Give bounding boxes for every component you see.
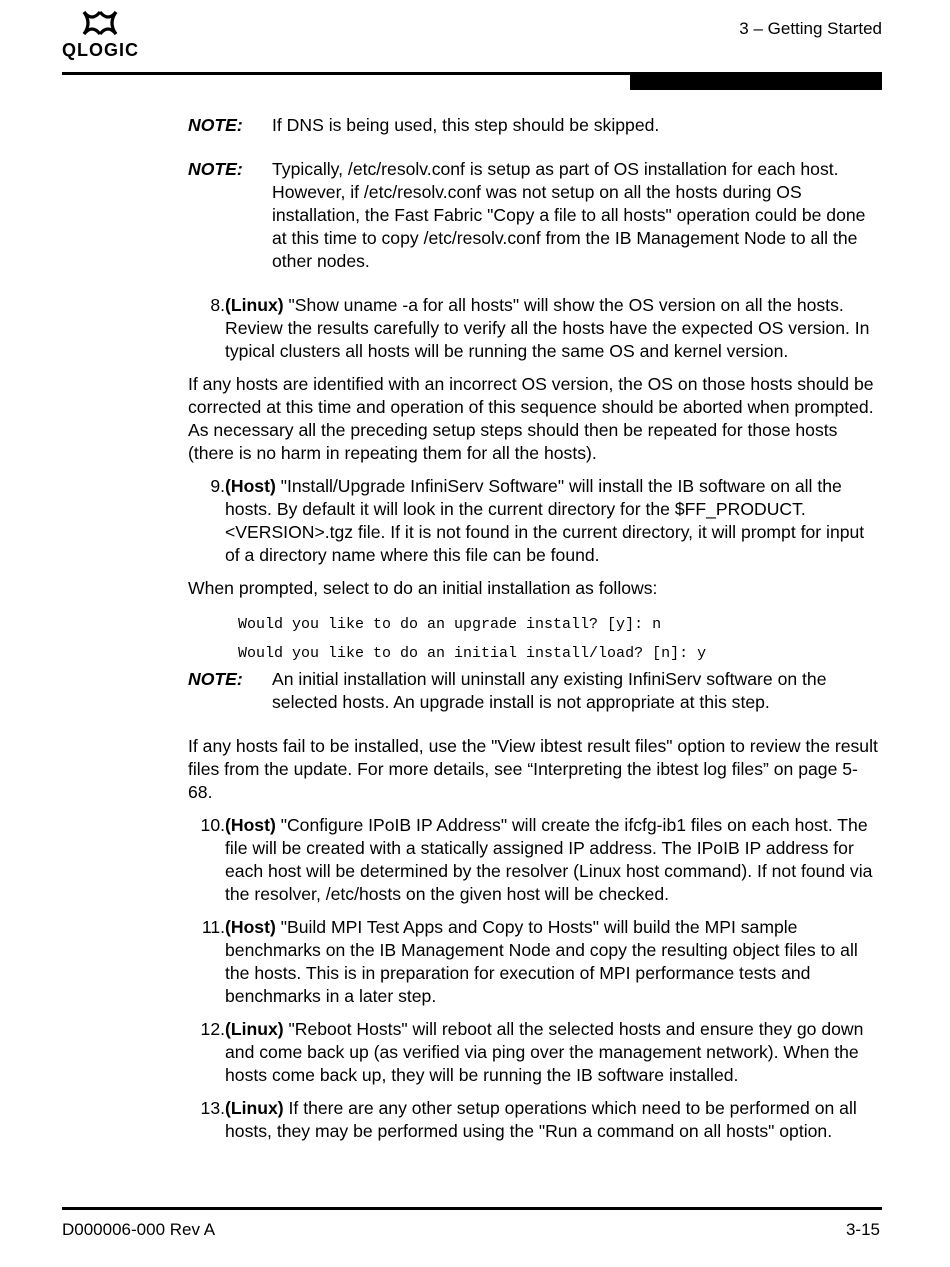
footer-rule	[62, 1207, 882, 1210]
code-line: Would you like to do an upgrade install? [y]: n	[238, 616, 662, 633]
step-number: 10.	[200, 815, 225, 835]
step-tag: (Host)	[225, 815, 276, 835]
note-label: NOTE:	[188, 669, 243, 689]
document-id: D000006-000 Rev A	[62, 1220, 216, 1239]
step-tag: (Linux)	[225, 1098, 284, 1118]
step-text: "Configure IPoIB IP Address" will create the ifcfg-ib1 files on each host. The file will be created with a statically assigned IP address. The IPoIB IP address for each host will be determined by the resolver (Linux host command). If not found via the resolver, /etc/hosts on the given host will be checked.	[225, 815, 873, 904]
step-number: 8.	[210, 295, 225, 315]
step-tag: (Host)	[225, 917, 276, 937]
step-tag: (Linux)	[225, 1019, 284, 1039]
page-number: 3-15	[845, 1220, 880, 1239]
step-8	[188, 294, 880, 363]
step-text: If there are any other setup operations which need to be performed on all hosts, they may be performed using the "Run a command on all hosts" option.	[225, 1098, 857, 1141]
step-number: 12.	[200, 1019, 225, 1039]
chapter-title: 3 – Getting Started	[739, 19, 882, 38]
note-label: NOTE:	[188, 159, 243, 179]
step-text: "Install/Upgrade InfiniServ Software" will install the IB software on all the hosts. By default it will look in the current directory for the $FF_PRODUCT.<VERSION>.tgz file. If it is not found in the current directory, it will prompt for input of a directory name where this file can be found.	[225, 476, 865, 565]
step-tag: (Host)	[225, 476, 276, 496]
note-text: If DNS is being used, this step should be skipped.	[272, 115, 660, 135]
step-number: 9.	[210, 476, 225, 496]
code-block	[238, 610, 880, 668]
step-12	[188, 1018, 880, 1087]
note-text: An initial installation will uninstall any existing InfiniServ software on the selected hosts. An upgrade install is not appropriate at this step.	[272, 669, 827, 712]
note-install	[188, 668, 880, 714]
paragraph-prompt: When prompted, select to do an initial installation as follows:	[188, 578, 658, 598]
step-10	[188, 814, 880, 906]
step-number: 11.	[201, 917, 225, 937]
step-text: "Show uname -a for all hosts" will show the OS version on all the hosts. Review the results carefully to verify all the hosts have the expected OS version. In typical clusters all hosts will be running the same OS and kernel version.	[225, 295, 870, 361]
step-9	[188, 475, 880, 567]
note-resolv	[188, 158, 880, 273]
code-line: Would you like to do an initial install/load? [n]: y	[238, 645, 707, 662]
step-tag: (Linux)	[225, 295, 284, 315]
paragraph-install-fail: If any hosts fail to be installed, use the "View ibtest result files" option to review the result files from the update. For more details, see “Interpreting the ibtest log files” on page 5-68.	[188, 736, 878, 802]
step-13	[188, 1097, 880, 1143]
note-label: NOTE:	[188, 115, 243, 135]
header-tab-bar	[630, 74, 882, 90]
step-11	[188, 916, 880, 1008]
note-dns	[188, 114, 880, 137]
logo-text: QLOGIC	[62, 40, 139, 60]
note-text: Typically, /etc/resolv.conf is setup as part of OS installation for each host. However, if /etc/resolv.conf was not setup on all the hosts during OS installation, the Fast Fabric "Copy a file to all hosts" operation could be done at this time to copy /etc/resolv.conf from the IB Management Node to all the other nodes.	[272, 159, 866, 271]
step-text: "Build MPI Test Apps and Copy to Hosts" will build the MPI sample benchmarks on the IB Management Node and copy the resulting object files to all the hosts. This is in preparation for execution of MPI performance tests and benchmarks in a later step.	[225, 917, 858, 1006]
step-text: "Reboot Hosts" will reboot all the selected hosts and ensure they go down and come back up (as verified via ping over the management network). When the hosts come back up, they will be running the IB software installed.	[225, 1019, 864, 1085]
step-number: 13.	[200, 1098, 225, 1118]
page-content	[188, 114, 880, 1153]
paragraph-os-version: If any hosts are identified with an incorrect OS version, the OS on those hosts should be corrected at this time and operation of this sequence should be aborted when prompted. As necessary all the preceding setup steps should then be repeated for those hosts (there is no harm in repeating them for all the hosts).	[188, 374, 874, 463]
